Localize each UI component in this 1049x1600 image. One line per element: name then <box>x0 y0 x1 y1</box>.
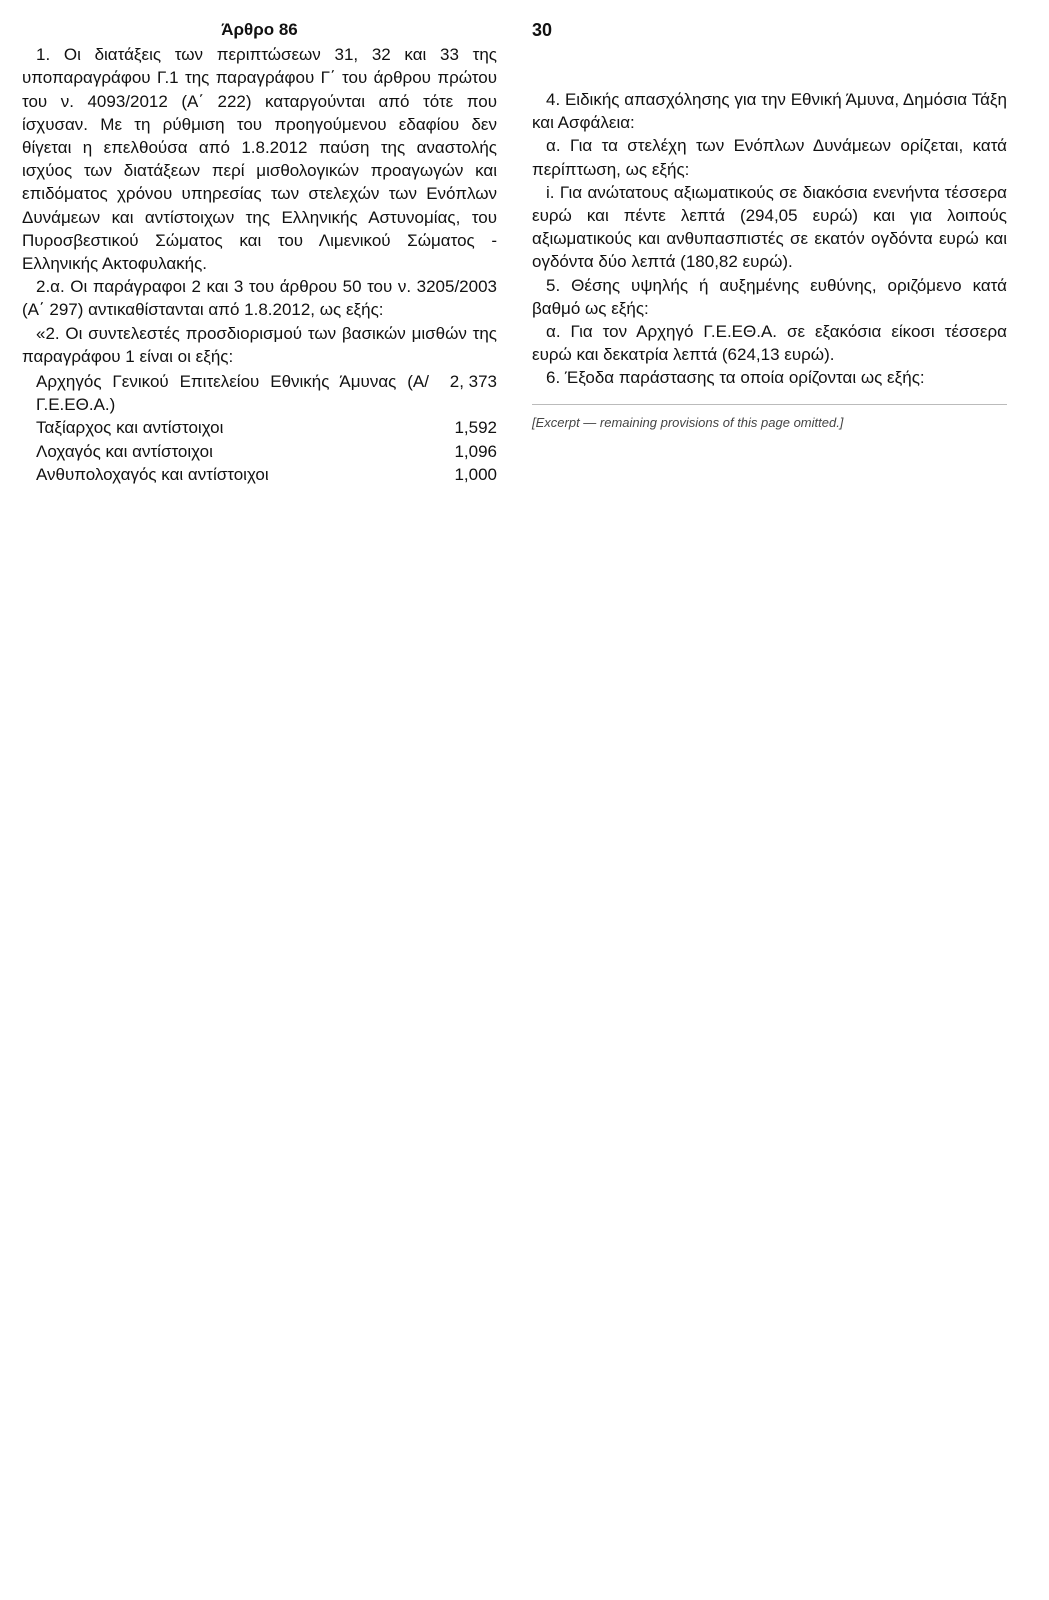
coefficient-row <box>36 416 497 439</box>
coefficient-row <box>36 463 497 486</box>
excerpt-note: [Excerpt — remaining provisions of this page omitted.] <box>532 404 1007 434</box>
paragraph-4a: α. Για τα στελέχη των Ενόπλων Δυνάμεων ορίζεται, κατά περίπτωση, ως εξής: <box>532 136 1007 179</box>
paragraph-1: 1. Οι διατάξεις των περιπτώσεων 31, 32 και 33 της υποπαραγράφου Γ.1 της παραγράφου Γ΄ του άρθρου πρώτου του ν. 4093/2012 (Α΄ 222) καταργούνται από τότε που ίσχυσαν. Με τη ρύθμιση του προηγούμενου εδαφίου δεν θίγεται η επελθούσα από 1.8.2012 παύση της αναστολής ισχύος των διατάξεων περί μισθολογικών προαγωγών και επιδόματος χρόνου υπηρεσίας των στελεχών των Ενόπλων Δυνάμεων και αντίστοιχων της Ελληνικής Αστυνομίας, του Πυροσβεστικού Σώματος και του Λιμενικού Σώματος - Ελληνικής Ακτοφυλακής. <box>22 45 497 274</box>
paragraph-6-intro: 6. Έξοδα παράστασης τα οποία ορίζονται ως εξής: <box>546 368 925 388</box>
paragraph-5a: α. Για τον Αρχηγό Γ.Ε.ΕΘ.Α. σε εξακόσια είκοσι τέσσερα ευρώ και δεκατρία λεπτά (624,13 ευρώ). <box>532 322 1007 365</box>
coefficient-table <box>36 370 497 486</box>
coefficient-row <box>36 440 497 463</box>
rank-label: Ταξίαρχος και αντίστοιχοι <box>36 418 224 438</box>
paragraph-5-intro: 5. Θέσης υψηλής ή αυξημένης ευθύνης, οριζόμενο κατά βαθμό ως εξής: <box>532 275 1007 318</box>
rank-label: Αρχηγός Γενικού Επιτελείου Εθνικής Άμυνας (Α/Γ.Ε.ΕΘ.Α.) <box>36 372 429 415</box>
coefficient-value: 1,000 <box>454 464 497 484</box>
paragraph-2a: 2.α. Οι παράγραφοι 2 και 3 του άρθρου 50 του ν. 3205/2003 (Α΄ 297) αντικαθίστανται από 1.8.2012, ως εξής: <box>22 277 497 320</box>
left-column <box>22 18 497 488</box>
coefficient-value: 1,096 <box>454 441 497 461</box>
paragraph-4a-i: i. Για ανώτατους αξιωματικούς σε διακόσια ενενήντα τέσσερα ευρώ και πέντε λεπτά (294,05 ευρώ) και για λοιπούς αξιωματικούς και ανθυπασπιστές σε εκατόν ογδόντα ευρώ και ογδόντα δύο λεπτά (180,82 ευρώ). <box>532 182 1007 272</box>
rank-label: Λοχαγός και αντίστοιχοι <box>36 441 213 461</box>
article-title: Άρθρο 86 <box>221 20 298 39</box>
coefficient-value: 2, 373 <box>449 372 497 392</box>
paragraph-2-quote: «2. Οι συντελεστές προσδιορισμού των βασικών μισθών της παραγράφου 1 είναι οι εξής: <box>22 323 497 366</box>
right-column <box>532 88 1007 434</box>
coefficient-value: 1,592 <box>454 418 497 438</box>
paragraph-4-intro: 4. Ειδικής απασχόλησης για την Εθνική Άμυνα, Δημόσια Τάξη και Ασφάλεια: <box>532 90 1007 133</box>
coefficient-row <box>36 370 497 416</box>
rank-label: Ανθυπολοχαγός και αντίστοιχοι <box>36 464 269 484</box>
page-number: 30 <box>532 20 553 40</box>
